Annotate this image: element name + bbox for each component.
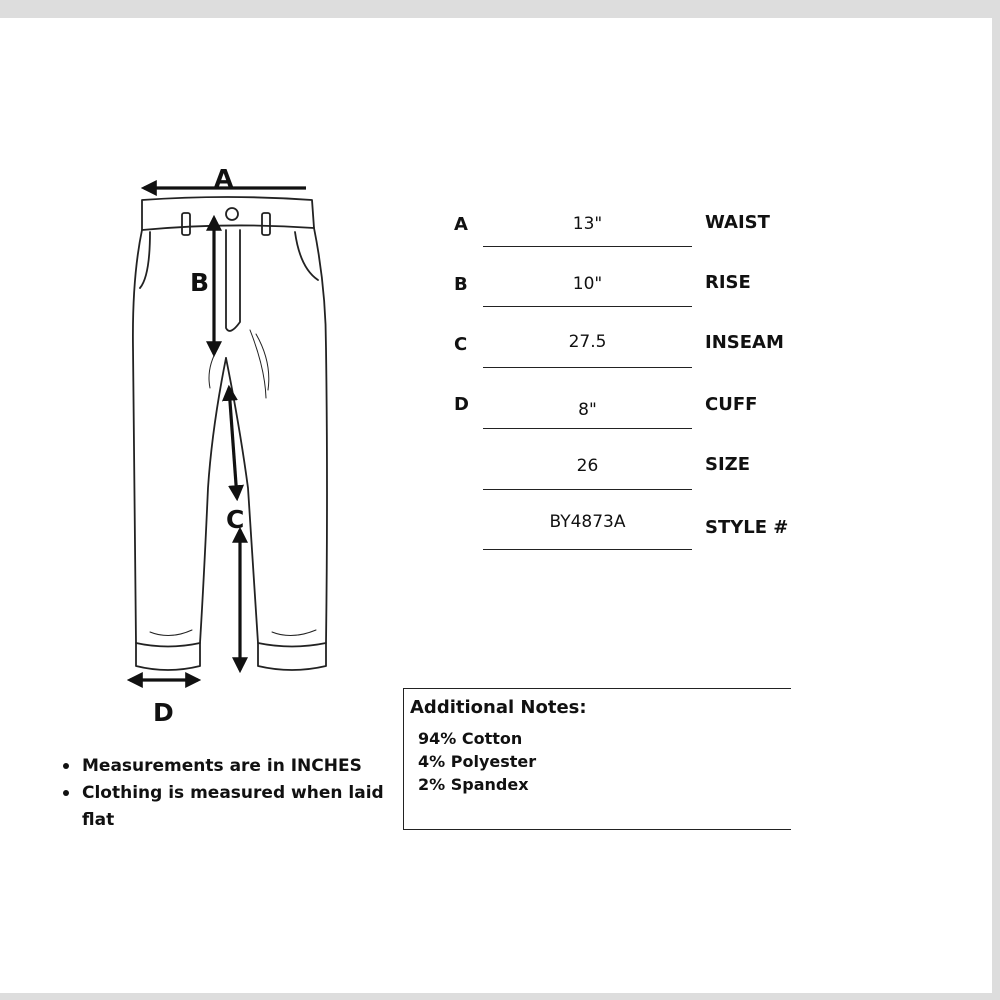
row-letter: A <box>454 214 468 235</box>
measurement-notes-list <box>62 753 392 834</box>
bullet-item: Clothing is measured when laid flat <box>62 780 392 834</box>
cuff-left <box>136 643 200 670</box>
row-value: 13" <box>572 214 603 234</box>
belt-loop-right <box>262 213 270 235</box>
label-d: D <box>153 698 174 727</box>
left-inseam <box>200 358 226 643</box>
row-name: INSEAM <box>705 332 784 353</box>
row-underline <box>483 428 692 429</box>
left-outseam <box>133 230 142 643</box>
pants-illustration <box>0 18 992 993</box>
row-underline <box>483 489 692 490</box>
size-chart-card <box>0 18 992 993</box>
row-value: 27.5 <box>568 332 607 352</box>
row-letter: C <box>454 334 468 355</box>
row-letter: D <box>454 394 469 415</box>
label-c: C <box>226 505 245 534</box>
row-value: BY4873A <box>549 512 626 532</box>
row-name: CUFF <box>705 394 758 415</box>
row-name: WAIST <box>705 212 770 233</box>
belt-loop-left <box>182 213 190 235</box>
waist-button <box>226 208 238 220</box>
row-value: 8" <box>578 400 597 420</box>
row-letter: B <box>454 274 468 295</box>
notes-title: Additional Notes: <box>410 697 587 718</box>
row-underline <box>483 306 692 307</box>
waistband <box>142 197 314 230</box>
label-b: B <box>190 268 210 297</box>
row-underline <box>483 549 692 550</box>
notes-list <box>418 727 536 796</box>
row-name: RISE <box>705 272 751 293</box>
row-underline <box>483 246 692 247</box>
row-name: STYLE # <box>705 517 789 538</box>
fly <box>226 230 240 331</box>
arrow-c-upper <box>229 388 237 498</box>
row-underline <box>483 367 692 368</box>
row-name: SIZE <box>705 454 751 475</box>
notes-line: 4% Polyester <box>418 752 537 771</box>
additional-notes-box <box>403 688 791 830</box>
row-value: 26 <box>576 456 599 476</box>
row-value: 10" <box>572 274 603 294</box>
bullet-item: Measurements are in INCHES <box>62 753 392 780</box>
cuff-right <box>258 643 326 670</box>
pocket-right <box>295 232 318 280</box>
right-outseam <box>314 228 327 643</box>
notes-line: 2% Spandex <box>418 775 529 794</box>
notes-line: 94% Cotton <box>418 729 523 748</box>
pocket-left <box>140 232 150 288</box>
label-a: A <box>214 164 234 193</box>
